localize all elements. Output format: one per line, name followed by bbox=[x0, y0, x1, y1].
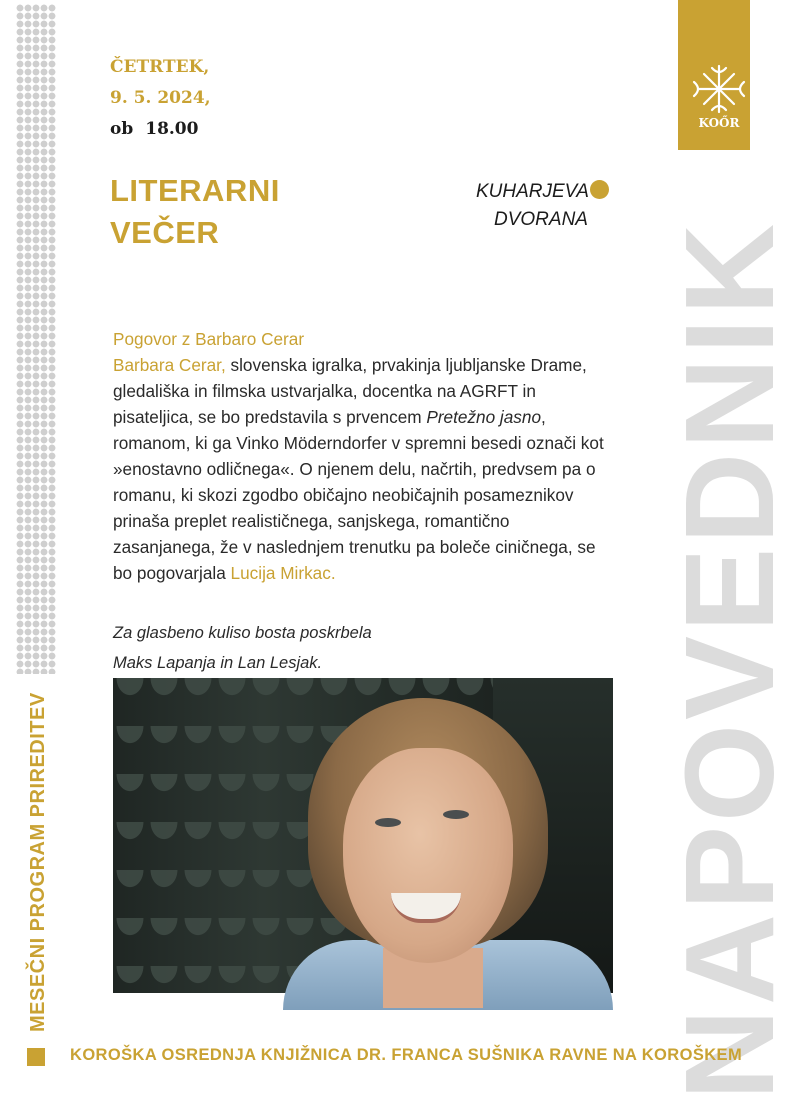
event-venue bbox=[476, 178, 609, 234]
gold-dot-icon bbox=[590, 180, 609, 199]
logo-ornament-icon bbox=[690, 62, 748, 116]
dot-pattern-strip bbox=[16, 4, 56, 674]
event-time-value: 18.00 bbox=[145, 119, 199, 139]
music-line1: Za glasbeno kuliso bosta poskrbela bbox=[113, 624, 372, 642]
event-date: 9. 5. 2024, bbox=[110, 88, 211, 108]
guest-photo bbox=[113, 678, 613, 993]
event-title-line1: LITERARNI bbox=[110, 173, 280, 208]
footer-square-icon bbox=[27, 1048, 45, 1066]
photo-eye-left bbox=[375, 818, 401, 827]
music-note bbox=[113, 618, 372, 678]
description-text-part2: , romanom, ki ga Vinko Möderndorfer v spremni besedi označi kot »enostavno odličnega«. O njenem delu, načrtih, predvsem pa o romanu, ki skozi zgodbo običajno neobičajnih posameznikov prinaša preplet realističnega, sanjskega, romantično zasanjanega, že v naslednjem trenutku pa boleče ciničnega, se bo pogovarjala bbox=[113, 407, 604, 583]
photo-face bbox=[343, 748, 513, 963]
event-description bbox=[113, 326, 613, 586]
moderator-name: Lucija Mirkac. bbox=[230, 563, 336, 583]
description-heading: Pogovor z Barbaro Cerar bbox=[113, 329, 305, 349]
logo-text: KOŐR bbox=[698, 116, 740, 130]
watermark-napovednik: NAPOVEDNIK bbox=[659, 219, 800, 1100]
library-logo-icon bbox=[690, 62, 748, 130]
event-time-prefix: ob bbox=[110, 119, 134, 139]
venue-line2: DVORANA bbox=[494, 209, 588, 230]
event-title-line2: VEČER bbox=[110, 215, 220, 250]
book-title: Pretežno jasno bbox=[426, 407, 542, 427]
event-day: ČETRTEK, bbox=[110, 57, 210, 77]
photo-eye-right bbox=[443, 810, 469, 819]
venue-line1: KUHARJEVA bbox=[476, 181, 589, 202]
event-date-block bbox=[110, 52, 211, 145]
music-line2: Maks Lapanja in Lan Lesjak. bbox=[113, 654, 323, 672]
description-text-part1: slovenska igralka, prvakinja ljubljanske Drame, gledališka in filmska ustvarjalka, docentka na AGRFT in pisateljica, se bo predstavila s prvencem bbox=[113, 355, 587, 427]
sidebar-vertical-label: MESEČNI PROGRAM PRIREDITEV bbox=[27, 692, 49, 1032]
footer-library-name: KOROŠKA OSREDNJA KNJIŽNICA DR. FRANCA SUŠNIKA RAVNE NA KOROŠKEM bbox=[70, 1046, 743, 1064]
event-time bbox=[110, 114, 211, 145]
event-title bbox=[110, 170, 280, 254]
guest-name: Barbara Cerar, bbox=[113, 355, 226, 375]
